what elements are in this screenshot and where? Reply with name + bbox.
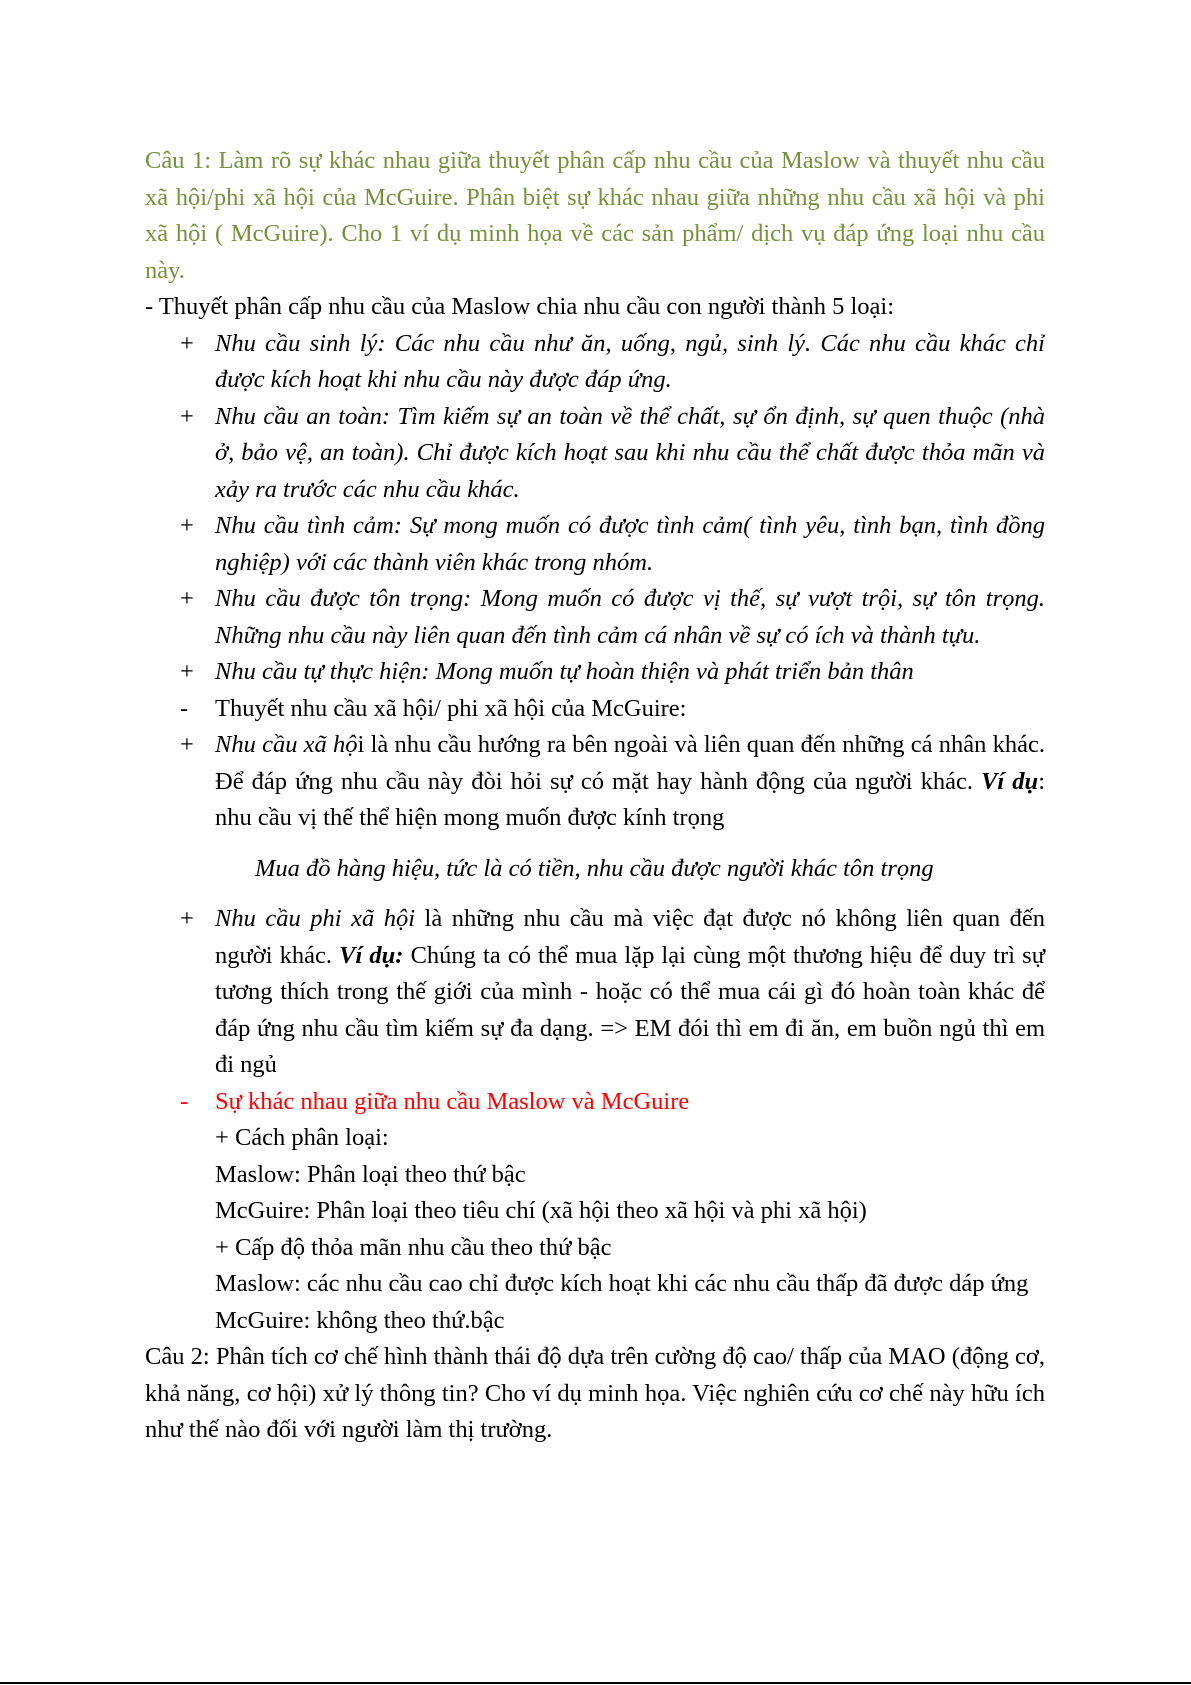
maslow-intro: - Thuyết phân cấp nhu cầu của Maslow chia nhu cầu con người thành 5 loại: [145, 293, 894, 320]
list-marker: + [180, 658, 194, 685]
list-item-text: Nhu cầu tự thực hiện: Mong muốn tự hoàn thiện và phát triển bản thân [215, 658, 914, 685]
list-item [145, 581, 1045, 654]
social-need-description: i là nhu cầu hướng ra bên ngoài và liên quan đến những cá nhân khác. Để đáp ứng nhu cầu này đòi hỏi sự có mặt hay hành động của người khác. [215, 731, 1045, 795]
social-need-text [215, 727, 1045, 837]
list-marker: - [180, 1087, 189, 1115]
list-item [145, 508, 1045, 581]
question-2-prompt: Câu 2: Phân tích cơ chế hình thành thái độ dựa trên cường độ cao/ thấp của MAO (động cơ, khả năng, cơ hội) xử lý thông tin? Cho ví dụ minh họa. Việc nghiên cứu cơ chế này hữu ích như thế nào đối với người làm thị trường. [145, 1343, 1045, 1443]
difference-line: McGuire: Phân loại theo tiêu chí (xã hội theo xã hội và phi xã hội) [215, 1197, 867, 1224]
nonsocial-need-item [145, 901, 1045, 1084]
difference-line: Maslow: Phân loại theo thứ bậc [215, 1160, 526, 1188]
maslow-levels-list [145, 326, 1045, 691]
difference-line: Maslow: các nhu cầu cao chỉ được kích hoạt khi các nhu cầu thấp đã được dáp ứng [215, 1270, 1029, 1297]
list-marker: + [180, 905, 194, 932]
example-label: Ví dụ [981, 767, 1039, 795]
mcguire-intro-text: Thuyết nhu cầu xã hội/ phi xã hội của McGuire: [215, 694, 687, 722]
example-text: : nhu cầu vị thế thể hiện mong muốn được kính trọng [215, 767, 1045, 831]
list-item-text: Nhu cầu tình cảm: Sự mong muốn có được tình cảm( tình yêu, tình bạn, tình đồng nghiệp) với các thành viên khác trong nhóm. [215, 512, 1045, 576]
example-label: Ví dụ: [339, 941, 404, 969]
list-item [145, 326, 1045, 399]
social-need-term: Nhu cầu xã hộ [215, 731, 358, 758]
nonsocial-need-description: là những nhu cầu mà việc đạt được nó không liên quan đến người khác. [215, 905, 1045, 969]
list-item-text: Nhu cầu được tôn trọng: Mong muốn có được vị thế, sự vượt trội, sự tôn trọng. Những nhu cầu này liên quan đến tình cảm cá nhân về sự có ích và thành tựu. [215, 585, 1045, 649]
difference-line: + Cấp độ thỏa mãn nhu cầu theo thứ bậc [215, 1233, 612, 1261]
list-item [145, 654, 1045, 691]
example-text: Chúng ta có thể mua lặp lại cùng một thương hiệu để duy trì sự tương thích trong thế giới của mình - hoặc có thể mua cái gì đó hoàn toàn khác để đáp ứng nhu cầu tìm kiếm sự đa dạng. => EM đói thì em đi ăn, em buồn ngủ thì em đi ngủ [215, 941, 1045, 1078]
question-1-prompt: Câu 1: Làm rõ sự khác nhau giữa thuyết phân cấp nhu cầu của Maslow và thuyết nhu cầu xã hội/phi xã hội của McGuire. Phân biệt sự khác nhau giữa những nhu cầu xã hội và phi xã hội ( McGuire). Cho 1 ví dụ minh họa về các sản phẩm/ dịch vụ đáp ứng loại nhu cầu này. [145, 147, 1045, 284]
list-marker: + [180, 402, 194, 430]
list-marker: + [180, 585, 194, 612]
document-body [145, 143, 1045, 1449]
difference-heading-text: Sự khác nhau giữa nhu cầu Maslow và McGuire [215, 1087, 690, 1115]
social-need-item [145, 727, 1045, 837]
mcguire-intro [145, 691, 1045, 728]
list-marker: - [180, 694, 189, 722]
list-item [145, 399, 1045, 509]
list-marker: + [180, 329, 194, 357]
list-marker: + [180, 731, 194, 758]
difference-line: McGuire: không theo thứ.bậc [215, 1306, 505, 1334]
differences-block [215, 1120, 1045, 1339]
list-item-text: Nhu cầu an toàn: Tìm kiếm sự an toàn về thể chất, sự ổn định, sự quen thuộc (nhà ở, bảo vệ, an toàn). Chỉ được kích hoạt sau khi nhu cầu thể chất được thỏa mãn và xảy ra trước các nhu cầu khác. [215, 402, 1045, 503]
difference-line: + Cách phân loại: [215, 1124, 389, 1151]
list-item-text: Nhu cầu sinh lý: Các nhu cầu như ăn, uống, ngủ, sinh lý. Các nhu cầu khác chỉ được kích hoạt khi nhu cầu này được đáp ứng. [215, 329, 1045, 393]
difference-heading [145, 1084, 1045, 1121]
nonsocial-need-term: Nhu cầu phi xã hội [215, 905, 416, 932]
page-bottom-rule [0, 1682, 1191, 1684]
social-example-note: Mua đồ hàng hiệu, tức là có tiền, nhu cầu được người khác tôn trọng [255, 854, 934, 882]
list-marker: + [180, 512, 194, 539]
nonsocial-need-text [215, 901, 1045, 1084]
